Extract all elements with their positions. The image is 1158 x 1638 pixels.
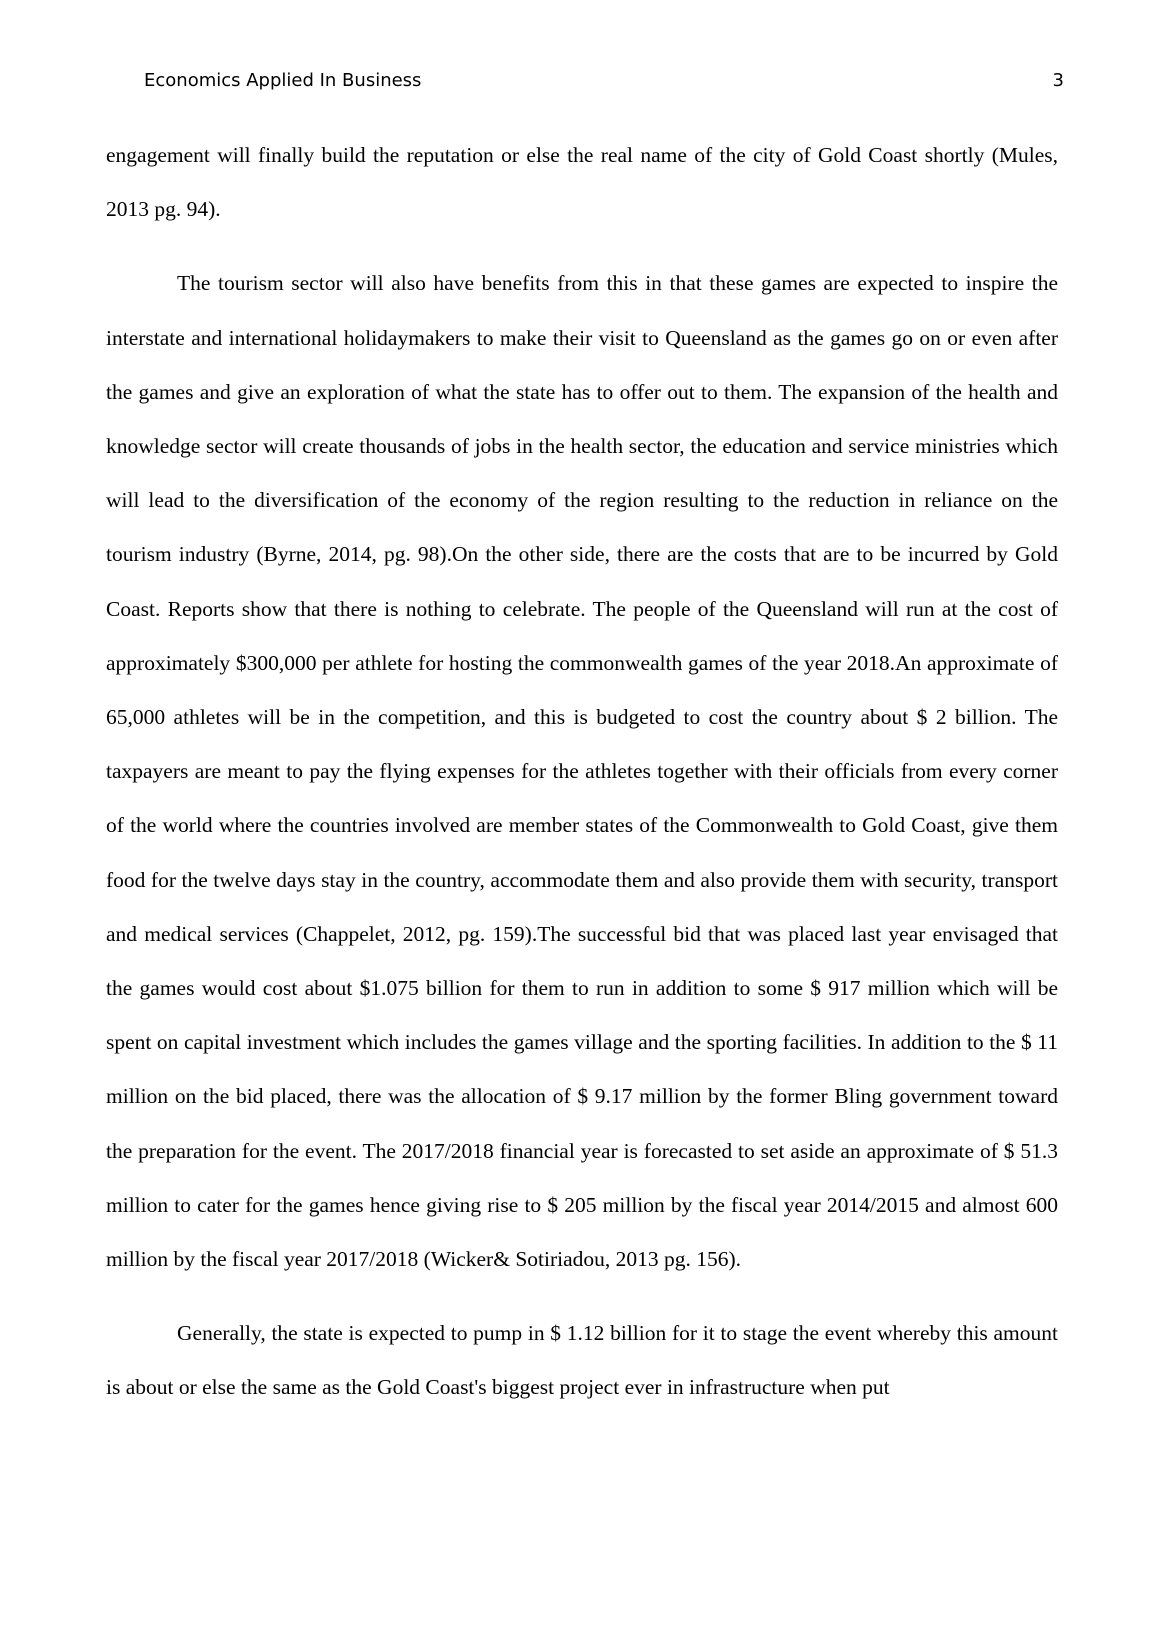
paragraph-state-spending: Generally, the state is expected to pump in $ 1.12 billion for it to stage the event whereby this amount is about or else the same as the Gold Coast's biggest project ever in infrastructure when put bbox=[106, 1321, 1058, 1400]
paragraph-continuation: engagement will finally build the reputation or else the real name of the city of Gold Coast shortly (Mules, 2013 pg. 94). bbox=[106, 143, 1058, 222]
page-number: 3 bbox=[1052, 70, 1064, 91]
body-text bbox=[106, 128, 1058, 1435]
page-header bbox=[144, 70, 1064, 96]
running-head-title: Economics Applied In Business bbox=[144, 70, 422, 91]
paragraph-tourism-costs: The tourism sector will also have benefits from this in that these games are expected to inspire the interstate and international holidaymakers to make their visit to Queensland as the games go on or even after the games and give an exploration of what the state has to offer out to them. The expansion of the health and knowledge sector will create thousands of jobs in the health sector, the education and service ministries which will lead to the diversification of the economy of the region resulting to the reduction in reliance on the tourism industry (Byrne, 2014, pg. 98).On the other side, there are the costs that are to be incurred by Gold Coast. Reports show that there is nothing to celebrate. The people of the Queensland will run at the cost of approximately $300,000 per athlete for hosting the commonwealth games of the year 2018.An approximate of 65,000 athletes will be in the competition, and this is budgeted to cost the country about $ 2 billion. The taxpayers are meant to pay the flying expenses for the athletes together with their officials from every corner of the world where the countries involved are member states of the Commonwealth to Gold Coast, give them food for the twelve days stay in the country, accommodate them and also provide them with security, transport and medical services (Chappelet, 2012, pg. 159).The successful bid that was placed last year envisaged that the games would cost about $1.075 billion for them to run in addition to some $ 917 million which will be spent on capital investment which includes the games village and the sporting facilities. In addition to the $ 11 million on the bid placed, there was the allocation of $ 9.17 million by the former Bling government toward the preparation for the event. The 2017/2018 financial year is forecasted to set aside an approximate of $ 51.3 million to cater for the games hence giving rise to $ 205 million by the fiscal year 2014/2015 and almost 600 million by the fiscal year 2017/2018 (Wicker& Sotiriadou, 2013 pg. 156). bbox=[106, 271, 1058, 1272]
